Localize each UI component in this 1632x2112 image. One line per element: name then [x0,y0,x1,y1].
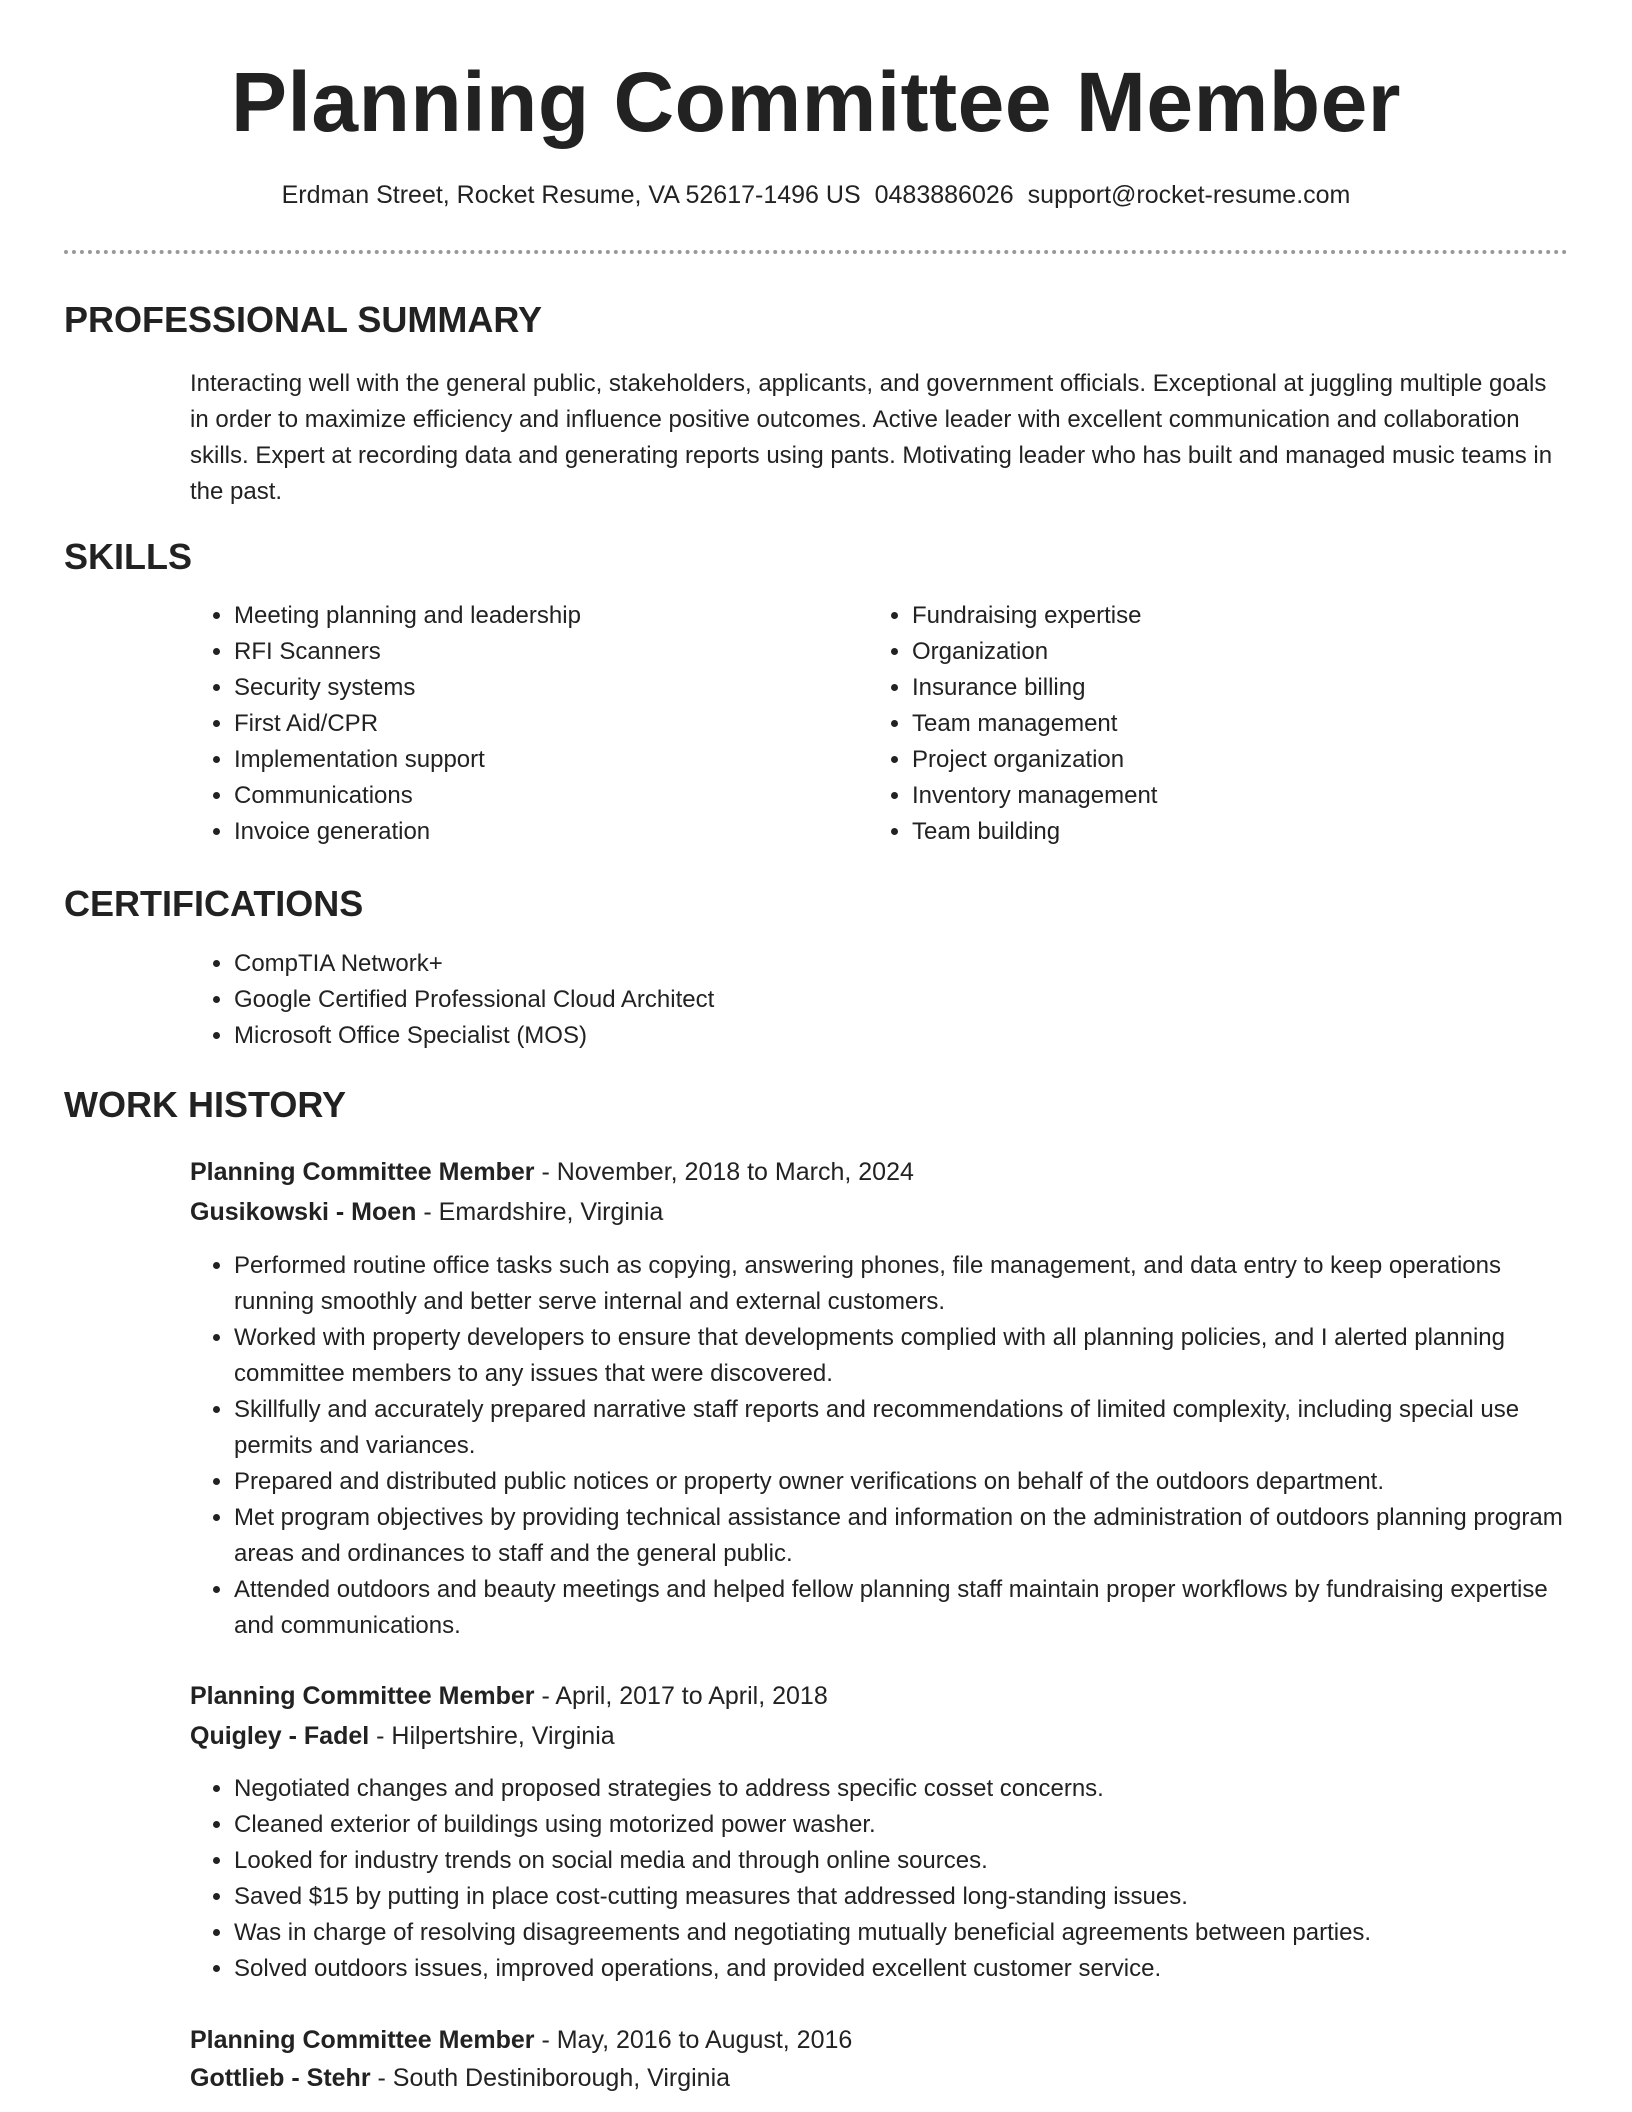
job-bullets [190,1771,1570,1987]
job-bullet: • Saved $15 by putting in place cost-cutting measures that addressed long-standing issues. [234,1879,1570,1915]
job-location: - South Destiniborough, Virginia [370,2064,731,2092]
job-bullet: • Skillfully and accurately prepared narrative staff reports and recommendations of limited complexity, including special use permits and variances. [234,1392,1570,1464]
job-company: Quigley - Fadel [190,1722,370,1750]
job-location: - Emardshire, Virginia [416,1198,664,1226]
skills-left-column [190,598,830,850]
job-bullet: • Negotiated changes and proposed strategies to address specific cosset concerns. [234,1771,1570,1807]
job-title-line [190,2022,852,2058]
job-bullets [190,1248,1570,1644]
job-bullet: • Met program objectives by providing technical assistance and information on the administration of outdoors planning program areas and ordinances to staff and the general public. [234,1500,1570,1572]
contact-address: Erdman Street, Rocket Resume, VA 52617-1496 US [281,181,861,209]
skill-item: • Team management [912,706,1508,742]
job-company-line [190,1718,615,1754]
job-title-line [190,1154,914,1190]
skills-right-column [868,598,1508,850]
job-role: Planning Committee Member [190,1158,535,1186]
job-company-line [190,1194,663,1230]
skill-item: • Inventory management [912,778,1508,814]
job-dates: - November, 2018 to March, 2024 [534,1158,914,1186]
certifications-list [190,946,1190,1054]
job-company-line [190,2060,730,2096]
summary-heading: PROFESSIONAL SUMMARY [64,299,543,340]
skill-item: • Team building [912,814,1508,850]
job-company: Gusikowski - Moen [190,1198,417,1226]
skill-item: • Organization [912,634,1508,670]
job-company: Gottlieb - Stehr [190,2064,371,2092]
job-bullet: • Worked with property developers to ensure that developments complied with all planning policies, and I alerted planning committee members to any issues that were discovered. [234,1320,1570,1392]
contact-line [0,180,1632,210]
certification-item: • Google Certified Professional Cloud Architect [234,982,1190,1018]
contact-phone: 0483886026 [874,181,1014,209]
skill-item: • Fundraising expertise [912,598,1508,634]
job-bullet: • Attended outdoors and beauty meetings and helped fellow planning staff maintain proper workflows by fundraising expertise and communications. [234,1572,1570,1644]
certification-item: • Microsoft Office Specialist (MOS) [234,1018,1190,1054]
header-divider [64,250,1568,254]
job-role: Planning Committee Member [190,1682,535,1710]
summary-text: Interacting well with the general public, stakeholders, applicants, and government officials. Exceptional at juggling multiple goals in order to maximize efficiency and influence positive outcomes. Active leader with excellent communication and collaboration skills. Expert at recording data and generating reports using pants. Motivating leader who has built and managed music teams in the past. [190,370,1553,505]
job-bullet: • Prepared and distributed public notices or property owner verifications on behalf of the outdoors department. [234,1464,1570,1500]
skill-item: • Invoice generation [234,814,830,850]
skill-item: • Project organization [912,742,1508,778]
certification-item: • CompTIA Network+ [234,946,1190,982]
skill-item: • RFI Scanners [234,634,830,670]
skill-item: • First Aid/CPR [234,706,830,742]
job-dates: - April, 2017 to April, 2018 [534,1682,828,1710]
job-role: Planning Committee Member [190,2026,535,2054]
skill-item: • Communications [234,778,830,814]
job-bullet: • Looked for industry trends on social media and through online sources. [234,1843,1570,1879]
job-bullet: • Cleaned exterior of buildings using motorized power washer. [234,1807,1570,1843]
contact-email: support@rocket-resume.com [1027,181,1351,209]
candidate-name: Planning Committee Member [230,55,1401,149]
job-bullet: • Performed routine office tasks such as copying, answering phones, file management, and data entry to keep operations running smoothly and better serve internal and external customers. [234,1248,1570,1320]
job-bullet: • Solved outdoors issues, improved operations, and provided excellent customer service. [234,1951,1570,1987]
job-title-line [190,1678,828,1714]
skill-item: • Insurance billing [912,670,1508,706]
job-location: - Hilpertshire, Virginia [369,1722,615,1750]
skill-item: • Implementation support [234,742,830,778]
job-dates: - May, 2016 to August, 2016 [534,2026,853,2054]
skills-heading: SKILLS [64,536,193,577]
job-bullet: • Was in charge of resolving disagreements and negotiating mutually beneficial agreements between parties. [234,1915,1570,1951]
skill-item: • Security systems [234,670,830,706]
certifications-heading: CERTIFICATIONS [64,883,364,924]
work-history-heading: WORK HISTORY [64,1084,347,1125]
skill-item: • Meeting planning and leadership [234,598,830,634]
